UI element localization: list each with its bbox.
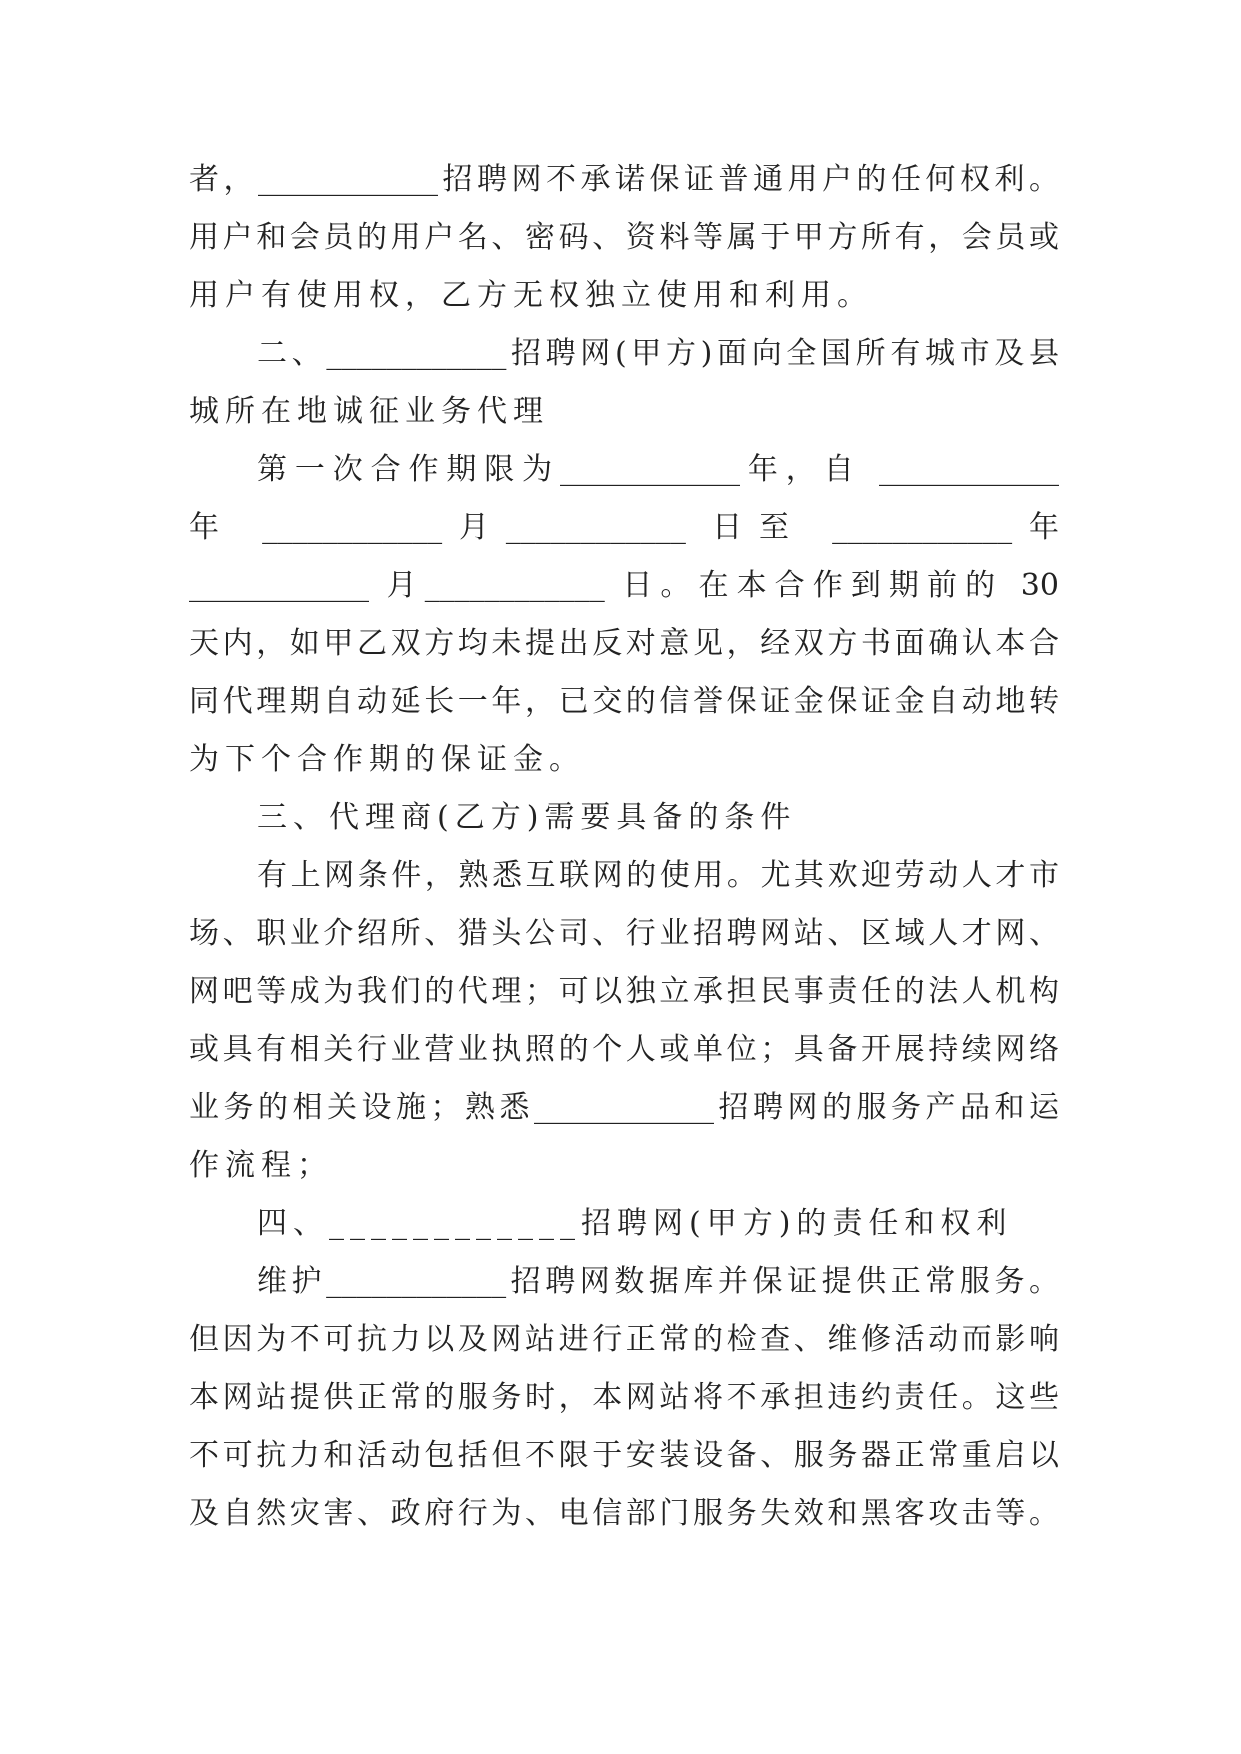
text-line: 不可抗力和活动包括但不限于安装设备、服务器正常重启以 xyxy=(189,1438,1059,1473)
text-line: 者，____________招聘网不承诺保证普通用户的任何权利。 xyxy=(189,162,1059,197)
text-line: 场、职业介绍所、猎头公司、行业招聘网站、区域人才网、 xyxy=(189,916,1059,951)
text-line: 及自然灾害、政府行为、电信部门服务失效和黑客攻击等。 xyxy=(189,1496,1059,1531)
text-line: 天内，如甲乙双方均未提出反对意见，经双方书面确认本合 xyxy=(189,626,1059,661)
text-line: 用户和会员的用户名、密码、资料等属于甲方所有，会员或 xyxy=(189,220,1059,255)
text-line: 城所在地诚征业务代理 xyxy=(189,394,549,429)
text-line: 用户有使用权，乙方无权独立使用和利用。 xyxy=(189,278,873,313)
text-line: 维护____________招聘网数据库并保证提供正常服务。 xyxy=(257,1264,1059,1299)
text-line: 作流程； xyxy=(189,1148,333,1183)
text-line: 有上网条件，熟悉互联网的使用。尤其欢迎劳动人才市 xyxy=(257,858,1059,893)
section-heading: 四、____________招聘网(甲方)的责任和权利 xyxy=(257,1206,1013,1241)
text-line: ____________ 月____________ 日。在本合作到期前的 30 xyxy=(189,568,1059,603)
section-heading: 二、____________招聘网(甲方)面向全国所有城市及县 xyxy=(257,336,1059,371)
text-line: 业务的相关设施；熟悉____________招聘网的服务产品和运 xyxy=(189,1090,1059,1125)
text-line: 为下个合作期的保证金。 xyxy=(189,742,585,777)
text-line: 第一次合作期限为____________年，自 ____________ xyxy=(257,452,1059,487)
section-heading: 三、代理商(乙方)需要具备的条件 xyxy=(257,800,797,835)
text-line: 同代理期自动延长一年，已交的信誉保证金保证金自动地转 xyxy=(189,684,1059,719)
text-line: 本网站提供正常的服务时，本网站将不承担违约责任。这些 xyxy=(189,1380,1059,1415)
text-line: 但因为不可抗力以及网站进行正常的检查、维修活动而影响 xyxy=(189,1322,1059,1357)
text-line: 或具有相关行业营业执照的个人或单位；具备开展持续网络 xyxy=(189,1032,1059,1067)
text-line: 网吧等成为我们的代理；可以独立承担民事责任的法人机构 xyxy=(189,974,1059,1009)
text-line: 年 ____________月____________ 日至 ____________年 xyxy=(189,510,1059,545)
